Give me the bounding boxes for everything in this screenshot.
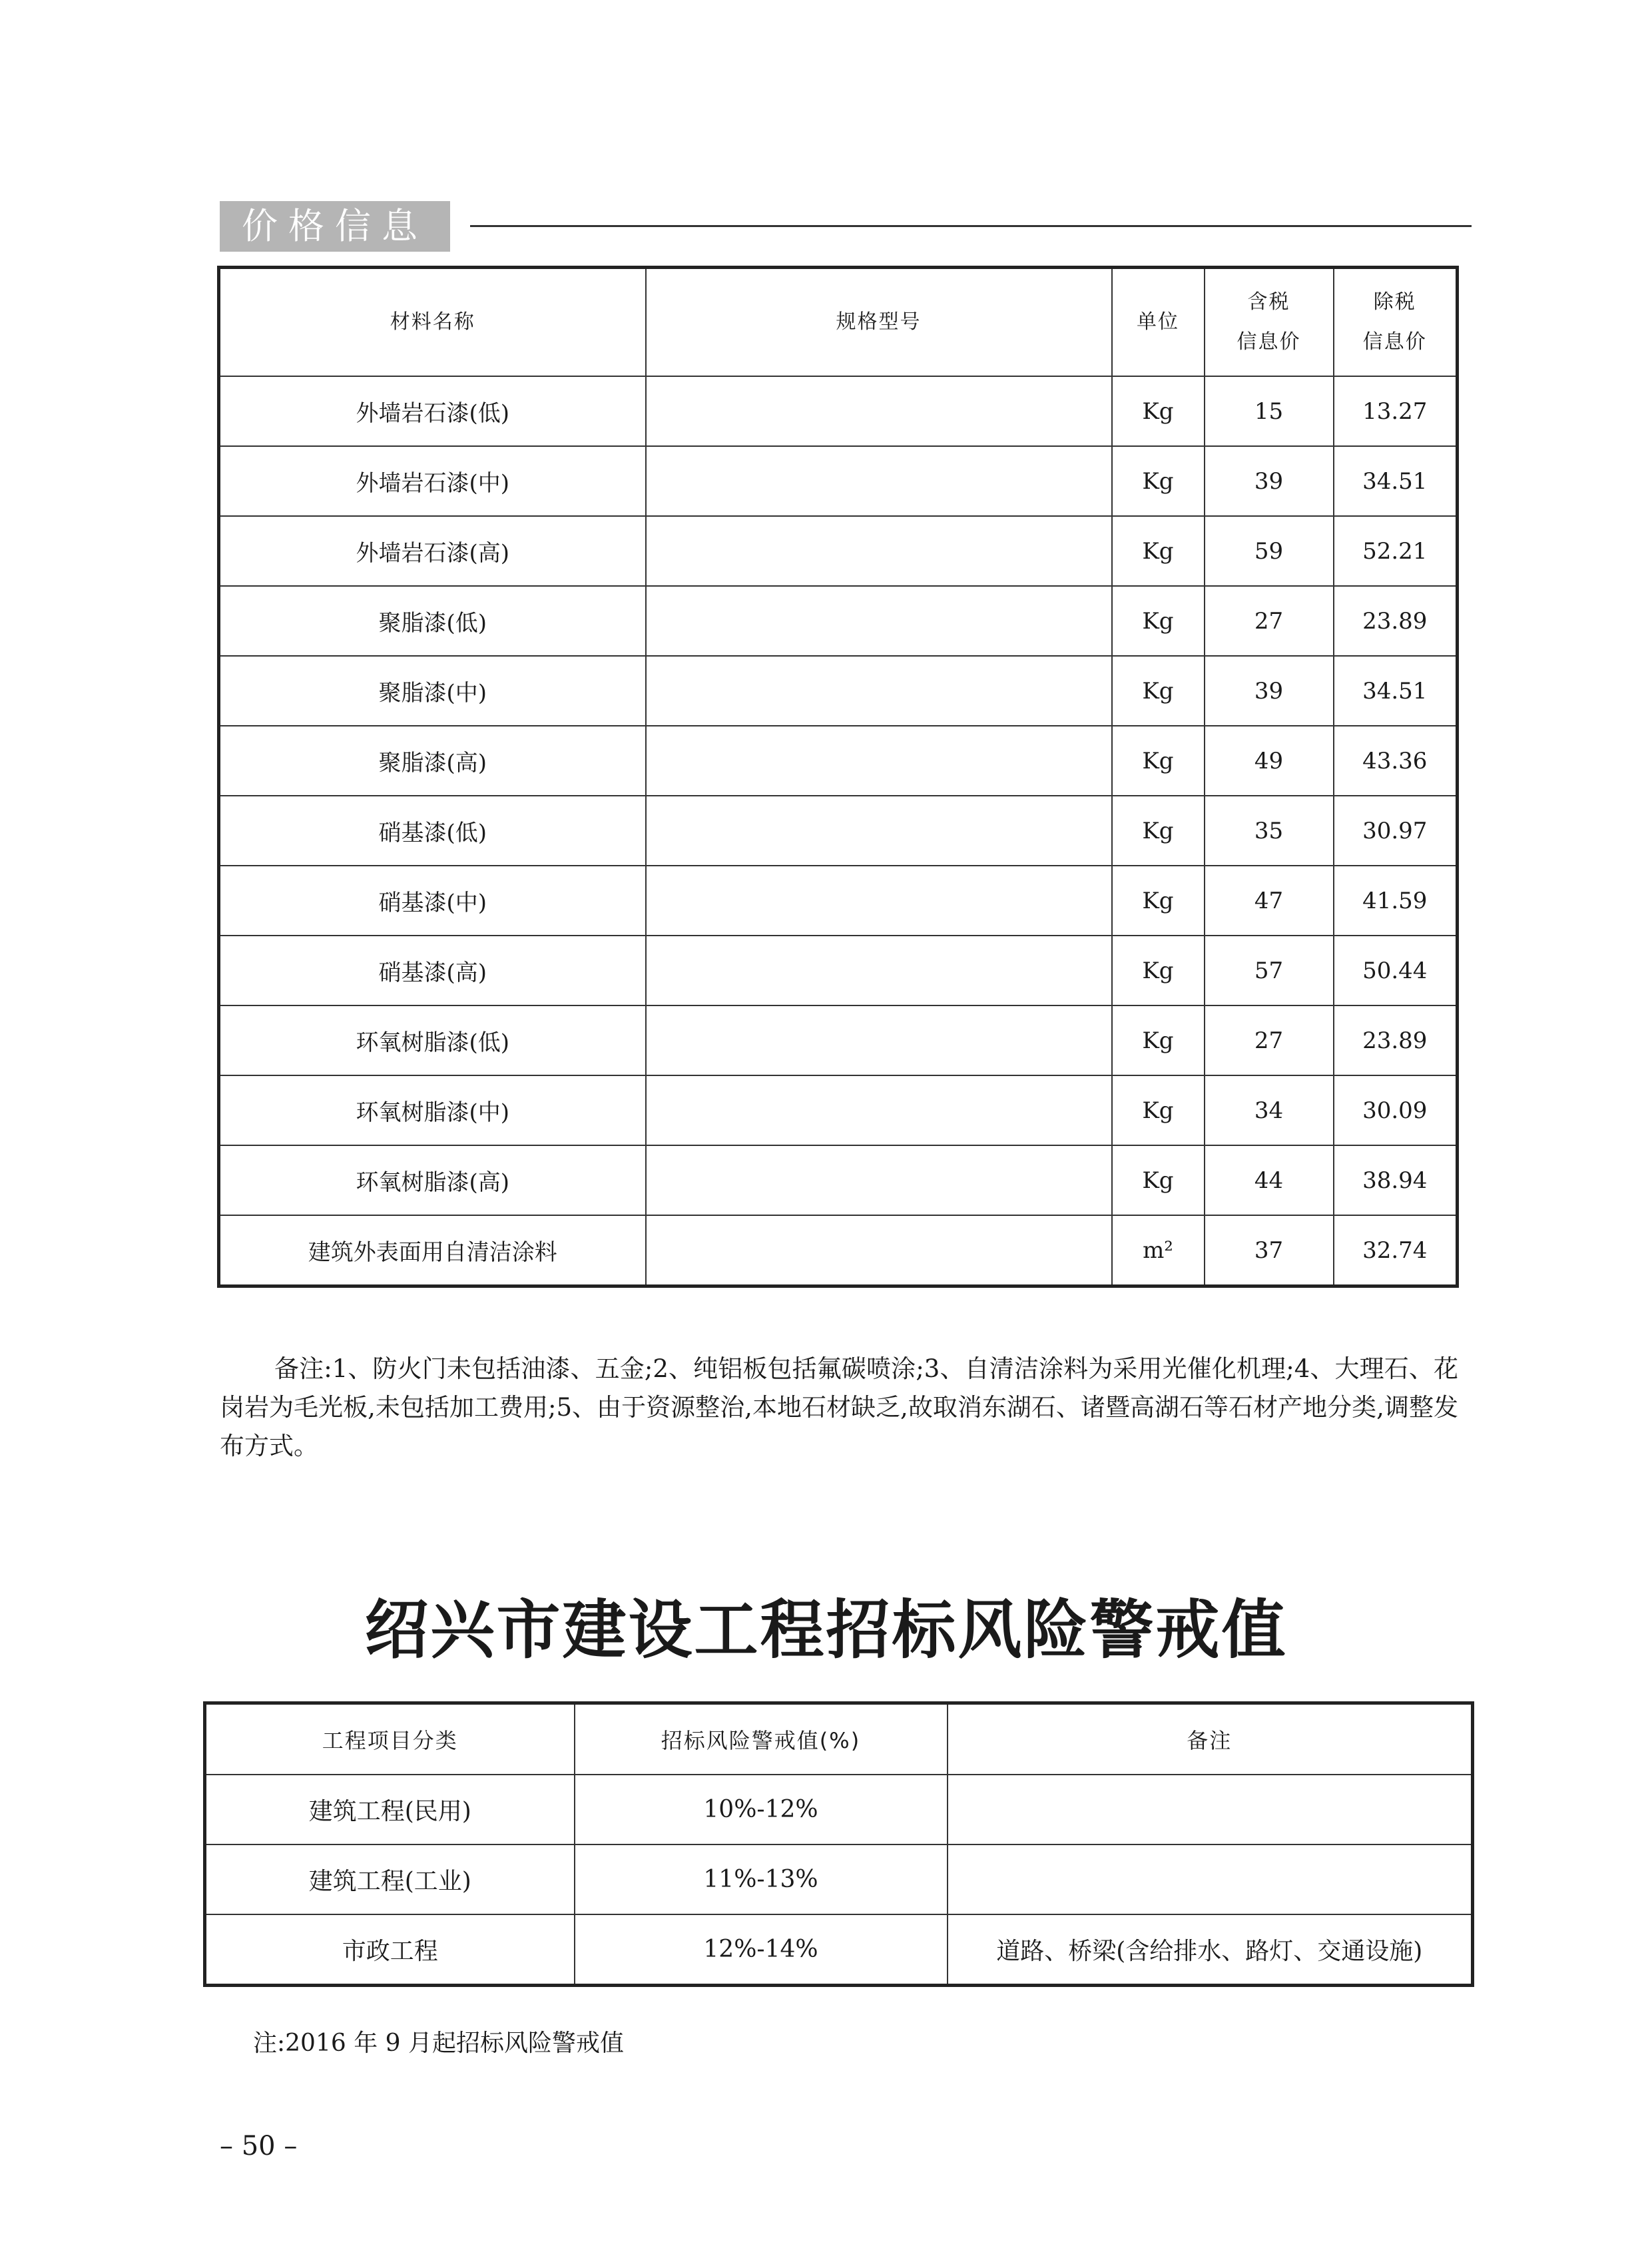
cell-price-tax: 27 <box>1205 1005 1334 1075</box>
header-name: 材料名称 <box>219 268 646 377</box>
cell-price-notax: 13.27 <box>1334 376 1458 446</box>
cell-name: 聚脂漆(中) <box>219 656 646 726</box>
cell-name: 硝基漆(低) <box>219 796 646 866</box>
header-risk-value: 招标风险警戒值(%) <box>575 1703 948 1775</box>
cell-price-notax: 34.51 <box>1334 446 1458 516</box>
cell-price-notax: 30.97 <box>1334 796 1458 866</box>
cell-name: 聚脂漆(低) <box>219 586 646 656</box>
cell-price-notax: 30.09 <box>1334 1075 1458 1145</box>
header-category: 工程项目分类 <box>205 1703 575 1775</box>
cell-name: 聚脂漆(高) <box>219 726 646 796</box>
cell-spec <box>646 586 1112 656</box>
cell-price-tax: 57 <box>1205 936 1334 1005</box>
cell-category: 建筑工程(民用) <box>205 1775 575 1844</box>
cell-remark <box>948 1844 1473 1914</box>
table-row <box>219 516 1458 586</box>
table-row <box>219 1005 1458 1075</box>
cell-price-tax: 35 <box>1205 796 1334 866</box>
section-header <box>220 201 1472 252</box>
cell-price-notax: 41.59 <box>1334 866 1458 936</box>
table-row <box>219 1075 1458 1145</box>
cell-price-notax: 50.44 <box>1334 936 1458 1005</box>
cell-unit: Kg <box>1112 726 1205 796</box>
cell-price-tax: 15 <box>1205 376 1334 446</box>
cell-spec <box>646 656 1112 726</box>
risk-table <box>203 1701 1474 1987</box>
table-row <box>219 656 1458 726</box>
cell-spec <box>646 1145 1112 1215</box>
price-table-header-row <box>219 268 1458 377</box>
cell-price-notax: 38.94 <box>1334 1145 1458 1215</box>
cell-price-notax: 32.74 <box>1334 1215 1458 1286</box>
price-note: 备注:1、防火门未包括油漆、五金;2、纯铝板包括氟碳喷涂;3、自清洁涂料为采用光催化机理;4、大理石、花岗岩为毛光板,未包括加工费用;5、由于资源整治,本地石材缺乏,故取消东湖石、诸暨高湖石等石材产地分类,调整发布方式。 <box>220 1354 1458 1460</box>
cell-price-notax: 23.89 <box>1334 1005 1458 1075</box>
cell-spec <box>646 1215 1112 1286</box>
cell-spec <box>646 936 1112 1005</box>
table-row <box>205 1914 1473 1986</box>
cell-price-tax: 34 <box>1205 1075 1334 1145</box>
risk-note: 注:2016 年 9 月起招标风险警戒值 <box>253 2030 624 2057</box>
cell-category: 建筑工程(工业) <box>205 1844 575 1914</box>
cell-risk-value: 12%-14% <box>575 1914 948 1986</box>
header-price-notax-line2: 信息价 <box>1362 330 1427 354</box>
header-remark: 备注 <box>948 1703 1473 1775</box>
cell-unit: Kg <box>1112 1005 1205 1075</box>
cell-price-notax: 34.51 <box>1334 656 1458 726</box>
cell-price-tax: 47 <box>1205 866 1334 936</box>
cell-price-tax: 37 <box>1205 1215 1334 1286</box>
table-row <box>219 1145 1458 1215</box>
cell-price-tax: 49 <box>1205 726 1334 796</box>
cell-price-tax: 39 <box>1205 656 1334 726</box>
cell-price-tax: 27 <box>1205 586 1334 656</box>
header-price-tax-line1: 含税 <box>1247 290 1290 314</box>
cell-name: 硝基漆(中) <box>219 866 646 936</box>
cell-spec <box>646 796 1112 866</box>
cell-unit: Kg <box>1112 446 1205 516</box>
cell-price-notax: 23.89 <box>1334 586 1458 656</box>
cell-price-tax: 44 <box>1205 1145 1334 1215</box>
header-price-tax-line2: 信息价 <box>1237 330 1301 354</box>
table-row <box>219 586 1458 656</box>
table-row <box>219 796 1458 866</box>
cell-name: 环氧树脂漆(高) <box>219 1145 646 1215</box>
cell-unit: Kg <box>1112 796 1205 866</box>
cell-unit: Kg <box>1112 1075 1205 1145</box>
cell-name: 环氧树脂漆(低) <box>219 1005 646 1075</box>
risk-table-header-row <box>205 1703 1473 1775</box>
cell-name: 建筑外表面用自清洁涂料 <box>219 1215 646 1286</box>
table-row <box>205 1775 1473 1844</box>
section-tag: 价格信息 <box>220 201 450 252</box>
cell-price-notax: 52.21 <box>1334 516 1458 586</box>
cell-risk-value: 11%-13% <box>575 1844 948 1914</box>
cell-spec <box>646 446 1112 516</box>
table-row <box>219 866 1458 936</box>
cell-price-tax: 59 <box>1205 516 1334 586</box>
page-number: – 50 – <box>220 2131 298 2161</box>
cell-remark: 道路、桥梁(含给排水、路灯、交通设施) <box>948 1914 1473 1986</box>
price-table <box>217 266 1459 1288</box>
risk-title: 绍兴市建设工程招标风险警戒值 <box>364 1592 1288 1667</box>
table-row <box>219 936 1458 1005</box>
table-row <box>219 1215 1458 1286</box>
cell-remark <box>948 1775 1473 1844</box>
header-price-notax <box>1334 268 1458 377</box>
cell-spec <box>646 1005 1112 1075</box>
table-row <box>219 376 1458 446</box>
cell-spec <box>646 726 1112 796</box>
header-price-notax-line1: 除税 <box>1373 290 1416 314</box>
table-row <box>205 1844 1473 1914</box>
table-row <box>219 446 1458 516</box>
header-unit: 单位 <box>1112 268 1205 377</box>
cell-name: 硝基漆(高) <box>219 936 646 1005</box>
cell-spec <box>646 376 1112 446</box>
cell-unit: Kg <box>1112 1145 1205 1215</box>
header-price-tax <box>1205 268 1334 377</box>
cell-spec <box>646 516 1112 586</box>
cell-unit: Kg <box>1112 516 1205 586</box>
cell-price-tax: 39 <box>1205 446 1334 516</box>
cell-unit: Kg <box>1112 586 1205 656</box>
table-row <box>219 726 1458 796</box>
cell-category: 市政工程 <box>205 1914 575 1986</box>
cell-name: 外墙岩石漆(中) <box>219 446 646 516</box>
cell-unit: Kg <box>1112 936 1205 1005</box>
cell-spec <box>646 866 1112 936</box>
cell-spec <box>646 1075 1112 1145</box>
cell-risk-value: 10%-12% <box>575 1775 948 1844</box>
cell-unit: Kg <box>1112 376 1205 446</box>
cell-name: 外墙岩石漆(低) <box>219 376 646 446</box>
cell-unit: Kg <box>1112 866 1205 936</box>
section-divider <box>470 225 1472 227</box>
cell-unit: m² <box>1112 1215 1205 1286</box>
header-spec: 规格型号 <box>646 268 1112 377</box>
cell-price-notax: 43.36 <box>1334 726 1458 796</box>
cell-unit: Kg <box>1112 656 1205 726</box>
cell-name: 环氧树脂漆(中) <box>219 1075 646 1145</box>
cell-name: 外墙岩石漆(高) <box>219 516 646 586</box>
